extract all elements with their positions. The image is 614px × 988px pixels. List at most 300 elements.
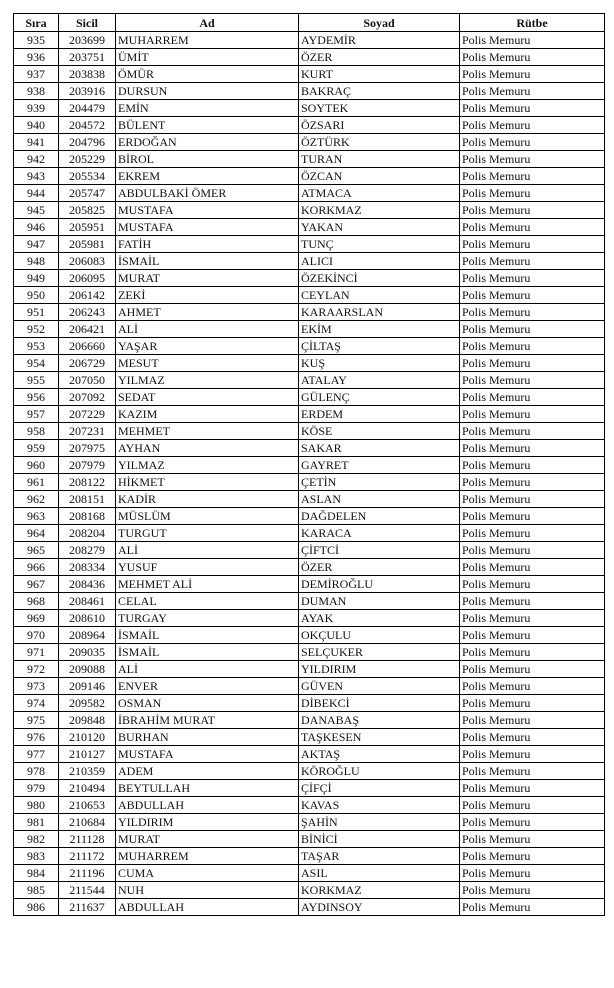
cell-ad: SEDAT: [116, 389, 299, 406]
cell-rutbe: Polis Memuru: [460, 746, 605, 763]
cell-rutbe: Polis Memuru: [460, 66, 605, 83]
cell-soyad: ÖZER: [299, 49, 460, 66]
cell-sira: 969: [14, 610, 59, 627]
cell-ad: ABDULLAH: [116, 797, 299, 814]
table-row: [14, 253, 605, 270]
cell-ad: FATİH: [116, 236, 299, 253]
cell-sicil: 206421: [59, 321, 116, 338]
cell-sicil: 203838: [59, 66, 116, 83]
cell-soyad: DANABAŞ: [299, 712, 460, 729]
cell-soyad: ASIL: [299, 865, 460, 882]
table-row: [14, 576, 605, 593]
cell-rutbe: Polis Memuru: [460, 678, 605, 695]
cell-rutbe: Polis Memuru: [460, 83, 605, 100]
column-header-ad: Ad: [116, 14, 299, 32]
cell-sira: 953: [14, 338, 59, 355]
table-row: [14, 338, 605, 355]
cell-rutbe: Polis Memuru: [460, 593, 605, 610]
cell-rutbe: Polis Memuru: [460, 508, 605, 525]
cell-rutbe: Polis Memuru: [460, 236, 605, 253]
table-row: [14, 219, 605, 236]
cell-sira: 984: [14, 865, 59, 882]
cell-soyad: ASLAN: [299, 491, 460, 508]
cell-ad: İSMAİL: [116, 253, 299, 270]
cell-sira: 973: [14, 678, 59, 695]
cell-rutbe: Polis Memuru: [460, 576, 605, 593]
cell-ad: YILDIRIM: [116, 814, 299, 831]
table-row: [14, 389, 605, 406]
cell-soyad: ÖZCAN: [299, 168, 460, 185]
personnel-table: [13, 13, 605, 916]
cell-ad: MUSTAFA: [116, 202, 299, 219]
cell-sicil: 207229: [59, 406, 116, 423]
cell-soyad: ÇİFÇİ: [299, 780, 460, 797]
cell-soyad: ÖZEKİNCİ: [299, 270, 460, 287]
cell-sicil: 208168: [59, 508, 116, 525]
cell-sicil: 204796: [59, 134, 116, 151]
cell-sira: 958: [14, 423, 59, 440]
table-row: [14, 49, 605, 66]
cell-sicil: 208964: [59, 627, 116, 644]
cell-sira: 982: [14, 831, 59, 848]
cell-soyad: DİBEKCİ: [299, 695, 460, 712]
cell-sira: 936: [14, 49, 59, 66]
cell-ad: MESUT: [116, 355, 299, 372]
cell-ad: MUHARREM: [116, 32, 299, 49]
cell-ad: ÜMİT: [116, 49, 299, 66]
cell-sira: 979: [14, 780, 59, 797]
cell-rutbe: Polis Memuru: [460, 219, 605, 236]
cell-soyad: KORKMAZ: [299, 882, 460, 899]
cell-soyad: DAĞDELEN: [299, 508, 460, 525]
cell-rutbe: Polis Memuru: [460, 423, 605, 440]
cell-rutbe: Polis Memuru: [460, 848, 605, 865]
cell-soyad: TAŞKESEN: [299, 729, 460, 746]
table-row: [14, 542, 605, 559]
cell-soyad: AYAK: [299, 610, 460, 627]
cell-ad: DURSUN: [116, 83, 299, 100]
cell-ad: BEYTULLAH: [116, 780, 299, 797]
table-row: [14, 304, 605, 321]
cell-sicil: 206729: [59, 355, 116, 372]
cell-ad: YAŞAR: [116, 338, 299, 355]
table-row: [14, 406, 605, 423]
table-row: [14, 695, 605, 712]
cell-rutbe: Polis Memuru: [460, 627, 605, 644]
cell-rutbe: Polis Memuru: [460, 355, 605, 372]
personnel-list-sheet: [13, 13, 604, 916]
cell-rutbe: Polis Memuru: [460, 797, 605, 814]
cell-soyad: KÖROĞLU: [299, 763, 460, 780]
cell-ad: MUSTAFA: [116, 219, 299, 236]
cell-rutbe: Polis Memuru: [460, 780, 605, 797]
cell-soyad: ŞAHİN: [299, 814, 460, 831]
cell-rutbe: Polis Memuru: [460, 559, 605, 576]
cell-ad: MURAT: [116, 270, 299, 287]
cell-sicil: 210494: [59, 780, 116, 797]
cell-sira: 966: [14, 559, 59, 576]
cell-sira: 948: [14, 253, 59, 270]
cell-sicil: 211172: [59, 848, 116, 865]
cell-soyad: ERDEM: [299, 406, 460, 423]
cell-sicil: 208122: [59, 474, 116, 491]
table-row: [14, 712, 605, 729]
cell-ad: MEHMET ALİ: [116, 576, 299, 593]
cell-rutbe: Polis Memuru: [460, 525, 605, 542]
cell-rutbe: Polis Memuru: [460, 287, 605, 304]
cell-sicil: 208279: [59, 542, 116, 559]
table-row: [14, 644, 605, 661]
table-row: [14, 848, 605, 865]
cell-rutbe: Polis Memuru: [460, 117, 605, 134]
table-row: [14, 100, 605, 117]
cell-soyad: ÖZSARI: [299, 117, 460, 134]
cell-sira: 955: [14, 372, 59, 389]
cell-soyad: DEMİROĞLU: [299, 576, 460, 593]
cell-sira: 972: [14, 661, 59, 678]
table-row: [14, 185, 605, 202]
header-row: [14, 14, 605, 32]
cell-soyad: AYDEMİR: [299, 32, 460, 49]
cell-rutbe: Polis Memuru: [460, 899, 605, 916]
cell-soyad: OKÇULU: [299, 627, 460, 644]
table-row: [14, 797, 605, 814]
cell-rutbe: Polis Memuru: [460, 491, 605, 508]
cell-sicil: 208151: [59, 491, 116, 508]
cell-ad: KADİR: [116, 491, 299, 508]
cell-ad: ALİ: [116, 542, 299, 559]
cell-sicil: 208610: [59, 610, 116, 627]
table-row: [14, 236, 605, 253]
cell-ad: BURHAN: [116, 729, 299, 746]
cell-rutbe: Polis Memuru: [460, 474, 605, 491]
cell-soyad: KORKMAZ: [299, 202, 460, 219]
cell-ad: YILMAZ: [116, 372, 299, 389]
cell-sira: 960: [14, 457, 59, 474]
cell-soyad: ATALAY: [299, 372, 460, 389]
cell-soyad: ÇETİN: [299, 474, 460, 491]
cell-soyad: ALICI: [299, 253, 460, 270]
cell-ad: NUH: [116, 882, 299, 899]
cell-sicil: 210684: [59, 814, 116, 831]
cell-sira: 959: [14, 440, 59, 457]
cell-sicil: 205951: [59, 219, 116, 236]
cell-sicil: 210653: [59, 797, 116, 814]
cell-sira: 956: [14, 389, 59, 406]
cell-ad: MURAT: [116, 831, 299, 848]
cell-sira: 977: [14, 746, 59, 763]
cell-soyad: TAŞAR: [299, 848, 460, 865]
cell-ad: CELAL: [116, 593, 299, 610]
cell-sicil: 206083: [59, 253, 116, 270]
cell-ad: ÖMÜR: [116, 66, 299, 83]
cell-ad: EKREM: [116, 168, 299, 185]
table-row: [14, 746, 605, 763]
cell-sira: 949: [14, 270, 59, 287]
cell-rutbe: Polis Memuru: [460, 406, 605, 423]
cell-sicil: 205825: [59, 202, 116, 219]
table-header: [14, 14, 605, 32]
cell-sira: 951: [14, 304, 59, 321]
cell-rutbe: Polis Memuru: [460, 389, 605, 406]
cell-sicil: 209088: [59, 661, 116, 678]
cell-sicil: 207050: [59, 372, 116, 389]
cell-sira: 975: [14, 712, 59, 729]
cell-ad: İBRAHİM MURAT: [116, 712, 299, 729]
table-row: [14, 321, 605, 338]
cell-ad: EMİN: [116, 100, 299, 117]
cell-rutbe: Polis Memuru: [460, 338, 605, 355]
cell-rutbe: Polis Memuru: [460, 321, 605, 338]
cell-ad: AYHAN: [116, 440, 299, 457]
cell-soyad: YAKAN: [299, 219, 460, 236]
cell-sicil: 208334: [59, 559, 116, 576]
cell-sira: 944: [14, 185, 59, 202]
cell-ad: CUMA: [116, 865, 299, 882]
cell-sicil: 206095: [59, 270, 116, 287]
table-row: [14, 168, 605, 185]
cell-rutbe: Polis Memuru: [460, 882, 605, 899]
cell-soyad: BİNİCİ: [299, 831, 460, 848]
table-row: [14, 32, 605, 49]
table-row: [14, 440, 605, 457]
table-row: [14, 491, 605, 508]
cell-sicil: 205747: [59, 185, 116, 202]
table-row: [14, 627, 605, 644]
cell-sira: 938: [14, 83, 59, 100]
cell-sira: 942: [14, 151, 59, 168]
cell-sira: 983: [14, 848, 59, 865]
cell-soyad: AYDINSOY: [299, 899, 460, 916]
table-row: [14, 270, 605, 287]
cell-sicil: 211544: [59, 882, 116, 899]
cell-soyad: ÇİFTCİ: [299, 542, 460, 559]
table-row: [14, 559, 605, 576]
cell-ad: ALİ: [116, 661, 299, 678]
cell-sicil: 209848: [59, 712, 116, 729]
cell-rutbe: Polis Memuru: [460, 151, 605, 168]
cell-sira: 946: [14, 219, 59, 236]
cell-rutbe: Polis Memuru: [460, 134, 605, 151]
table-row: [14, 202, 605, 219]
table-row: [14, 66, 605, 83]
cell-sicil: 211196: [59, 865, 116, 882]
cell-rutbe: Polis Memuru: [460, 270, 605, 287]
table-row: [14, 151, 605, 168]
table-row: [14, 593, 605, 610]
cell-sira: 965: [14, 542, 59, 559]
cell-sira: 970: [14, 627, 59, 644]
cell-soyad: ÖZTÜRK: [299, 134, 460, 151]
cell-sira: 971: [14, 644, 59, 661]
table-row: [14, 372, 605, 389]
cell-sira: 962: [14, 491, 59, 508]
cell-ad: TURGAY: [116, 610, 299, 627]
table-row: [14, 882, 605, 899]
cell-sicil: 209035: [59, 644, 116, 661]
cell-sicil: 207092: [59, 389, 116, 406]
table-row: [14, 355, 605, 372]
cell-rutbe: Polis Memuru: [460, 729, 605, 746]
cell-sira: 978: [14, 763, 59, 780]
cell-sicil: 210127: [59, 746, 116, 763]
table-body: [14, 32, 605, 916]
cell-rutbe: Polis Memuru: [460, 865, 605, 882]
cell-soyad: ÇİLTAŞ: [299, 338, 460, 355]
cell-sira: 954: [14, 355, 59, 372]
cell-soyad: SOYTEK: [299, 100, 460, 117]
table-row: [14, 610, 605, 627]
column-header-sicil: Sicil: [59, 14, 116, 32]
cell-sira: 964: [14, 525, 59, 542]
table-row: [14, 83, 605, 100]
cell-soyad: ÖZER: [299, 559, 460, 576]
table-row: [14, 423, 605, 440]
cell-ad: AHMET: [116, 304, 299, 321]
cell-ad: YILMAZ: [116, 457, 299, 474]
cell-soyad: TUNÇ: [299, 236, 460, 253]
cell-soyad: DUMAN: [299, 593, 460, 610]
column-header-sira: Sıra: [14, 14, 59, 32]
cell-soyad: KÖSE: [299, 423, 460, 440]
cell-sira: 940: [14, 117, 59, 134]
cell-rutbe: Polis Memuru: [460, 304, 605, 321]
cell-soyad: CEYLAN: [299, 287, 460, 304]
cell-sicil: 205981: [59, 236, 116, 253]
cell-sira: 941: [14, 134, 59, 151]
cell-ad: ALİ: [116, 321, 299, 338]
cell-sicil: 203916: [59, 83, 116, 100]
cell-sira: 943: [14, 168, 59, 185]
cell-sicil: 209146: [59, 678, 116, 695]
table-row: [14, 117, 605, 134]
cell-sicil: 204572: [59, 117, 116, 134]
table-row: [14, 814, 605, 831]
cell-rutbe: Polis Memuru: [460, 712, 605, 729]
cell-sira: 974: [14, 695, 59, 712]
table-row: [14, 678, 605, 695]
cell-sicil: 207975: [59, 440, 116, 457]
table-row: [14, 525, 605, 542]
cell-sicil: 203751: [59, 49, 116, 66]
table-row: [14, 134, 605, 151]
cell-sira: 986: [14, 899, 59, 916]
cell-rutbe: Polis Memuru: [460, 831, 605, 848]
cell-sicil: 210359: [59, 763, 116, 780]
cell-soyad: EKİM: [299, 321, 460, 338]
cell-sicil: 208204: [59, 525, 116, 542]
cell-sira: 980: [14, 797, 59, 814]
cell-rutbe: Polis Memuru: [460, 372, 605, 389]
cell-sira: 939: [14, 100, 59, 117]
cell-ad: ABDULLAH: [116, 899, 299, 916]
cell-sira: 950: [14, 287, 59, 304]
cell-rutbe: Polis Memuru: [460, 32, 605, 49]
cell-soyad: AKTAŞ: [299, 746, 460, 763]
cell-ad: KAZIM: [116, 406, 299, 423]
cell-rutbe: Polis Memuru: [460, 610, 605, 627]
cell-ad: ENVER: [116, 678, 299, 695]
cell-soyad: SAKAR: [299, 440, 460, 457]
cell-sira: 945: [14, 202, 59, 219]
cell-ad: ERDOĞAN: [116, 134, 299, 151]
cell-sira: 963: [14, 508, 59, 525]
cell-rutbe: Polis Memuru: [460, 202, 605, 219]
cell-ad: TURGUT: [116, 525, 299, 542]
cell-sicil: 209582: [59, 695, 116, 712]
cell-sira: 937: [14, 66, 59, 83]
cell-ad: MUSTAFA: [116, 746, 299, 763]
cell-sicil: 208436: [59, 576, 116, 593]
table-row: [14, 508, 605, 525]
cell-ad: İSMAİL: [116, 644, 299, 661]
cell-sicil: 207231: [59, 423, 116, 440]
cell-soyad: GÜVEN: [299, 678, 460, 695]
cell-ad: MÜSLÜM: [116, 508, 299, 525]
cell-sicil: 206243: [59, 304, 116, 321]
cell-soyad: KUŞ: [299, 355, 460, 372]
table-row: [14, 457, 605, 474]
cell-sicil: 206660: [59, 338, 116, 355]
cell-soyad: BAKRAÇ: [299, 83, 460, 100]
table-row: [14, 661, 605, 678]
cell-sicil: 207979: [59, 457, 116, 474]
cell-rutbe: Polis Memuru: [460, 253, 605, 270]
table-row: [14, 780, 605, 797]
cell-rutbe: Polis Memuru: [460, 49, 605, 66]
cell-soyad: KURT: [299, 66, 460, 83]
table-row: [14, 729, 605, 746]
cell-sicil: 204479: [59, 100, 116, 117]
cell-soyad: GÜLENÇ: [299, 389, 460, 406]
cell-ad: HİKMET: [116, 474, 299, 491]
cell-ad: ADEM: [116, 763, 299, 780]
cell-sicil: 208461: [59, 593, 116, 610]
cell-sira: 985: [14, 882, 59, 899]
cell-sira: 957: [14, 406, 59, 423]
cell-sicil: 205534: [59, 168, 116, 185]
cell-ad: İSMAİL: [116, 627, 299, 644]
table-row: [14, 763, 605, 780]
cell-rutbe: Polis Memuru: [460, 185, 605, 202]
column-header-soyad: Soyad: [299, 14, 460, 32]
cell-sicil: 211637: [59, 899, 116, 916]
cell-soyad: GAYRET: [299, 457, 460, 474]
cell-rutbe: Polis Memuru: [460, 814, 605, 831]
cell-sira: 981: [14, 814, 59, 831]
cell-sira: 967: [14, 576, 59, 593]
cell-soyad: KARAARSLAN: [299, 304, 460, 321]
cell-sira: 947: [14, 236, 59, 253]
cell-sicil: 211128: [59, 831, 116, 848]
cell-rutbe: Polis Memuru: [460, 168, 605, 185]
table-row: [14, 865, 605, 882]
cell-sicil: 210120: [59, 729, 116, 746]
cell-soyad: KAVAS: [299, 797, 460, 814]
cell-ad: YUSUF: [116, 559, 299, 576]
cell-ad: ABDULBAKİ ÖMER: [116, 185, 299, 202]
column-header-rutbe: Rütbe: [460, 14, 605, 32]
cell-ad: MUHARREM: [116, 848, 299, 865]
cell-rutbe: Polis Memuru: [460, 695, 605, 712]
cell-sicil: 206142: [59, 287, 116, 304]
cell-soyad: TURAN: [299, 151, 460, 168]
cell-rutbe: Polis Memuru: [460, 457, 605, 474]
cell-sira: 952: [14, 321, 59, 338]
cell-rutbe: Polis Memuru: [460, 644, 605, 661]
cell-soyad: YILDIRIM: [299, 661, 460, 678]
cell-rutbe: Polis Memuru: [460, 542, 605, 559]
